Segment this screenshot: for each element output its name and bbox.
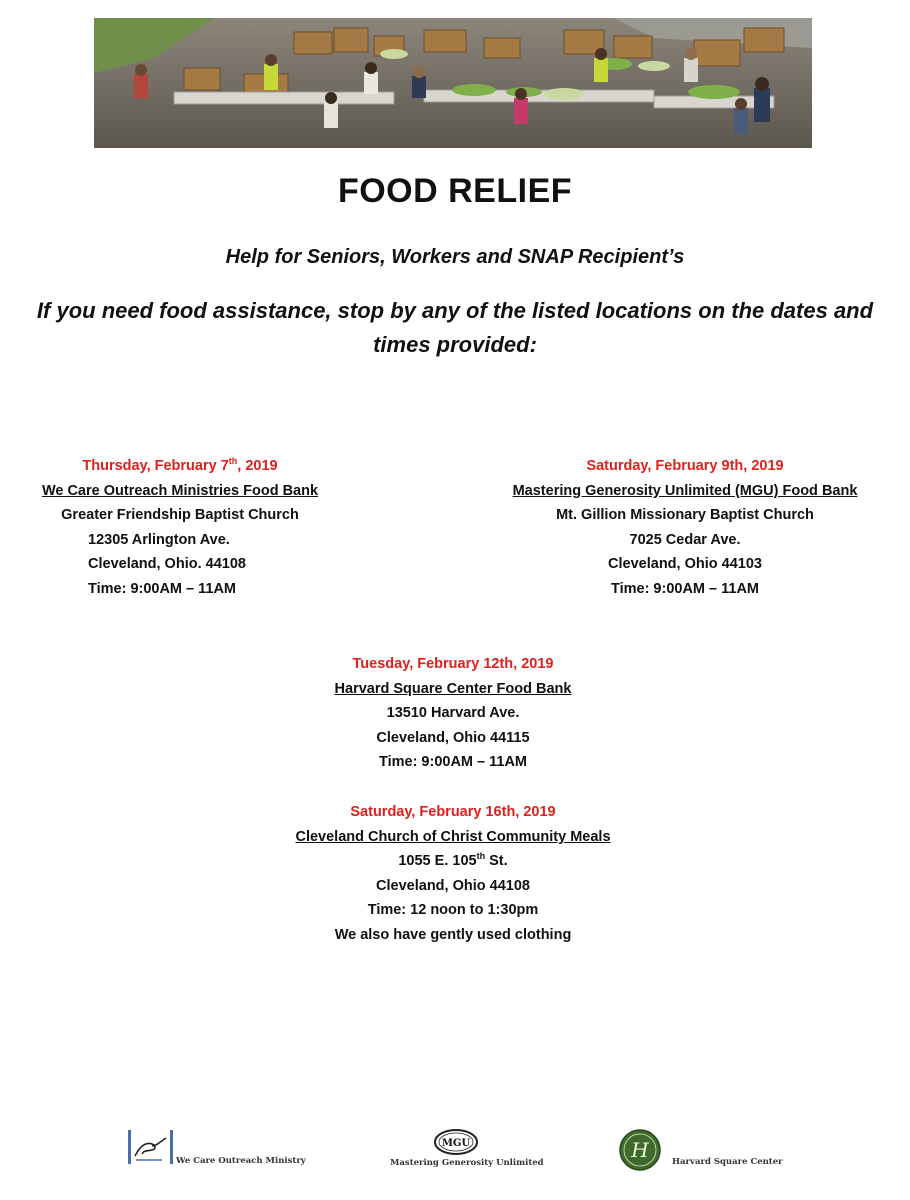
location-address: 13510 Harvard Ave. — [386, 705, 520, 722]
location-time: Time: 9:00AM – 11AM — [610, 580, 759, 597]
location-time: Time: 9:00AM – 11AM — [378, 754, 527, 771]
page-title: FOOD RELIEF — [337, 172, 573, 210]
location-date: Saturday, February 9th, 2019 — [586, 458, 784, 474]
location-name: We Care Outreach Ministries Food Bank — [41, 482, 319, 499]
location-date: Thursday, February 7th, 2019 — [82, 456, 278, 474]
location-note: We also have gently used clothing — [334, 926, 572, 943]
harvard-square-logo — [618, 1128, 662, 1172]
location-block-saturday-16 — [278, 800, 628, 948]
mgu-logo — [433, 1128, 479, 1156]
location-name: Cleveland Church of Christ Community Meals — [295, 828, 611, 845]
location-venue: Greater Friendship Baptist Church — [61, 507, 299, 524]
location-city: Cleveland, Ohio 44103 — [608, 556, 762, 573]
helping-hands-icon — [126, 1128, 176, 1168]
location-venue: Mt. Gillion Missionary Baptist Church — [556, 507, 814, 524]
mgu-badge-text: MGU — [441, 1138, 471, 1149]
location-block-thursday — [30, 454, 330, 602]
mgu-logo-label: Mastering Generosity Unlimited — [390, 1158, 544, 1168]
location-address: 12305 Arlington Ave. — [88, 531, 230, 548]
location-time: Time: 9:00AM – 11AM — [88, 580, 237, 597]
we-care-logo — [126, 1128, 176, 1168]
harvard-h-monogram-icon — [618, 1128, 662, 1172]
location-city: Cleveland, Ohio 44115 — [376, 729, 530, 746]
location-address: 7025 Cedar Ave. — [629, 531, 741, 548]
harvard-monogram-text: H — [631, 1138, 649, 1162]
location-time: Time: 12 noon to 1:30pm — [367, 902, 539, 919]
mgu-badge-icon — [433, 1128, 479, 1156]
location-address: 1055 E. 105th St. — [398, 851, 508, 870]
header-photo — [94, 18, 812, 148]
location-name: Harvard Square Center Food Bank — [334, 680, 572, 697]
location-block-saturday-9 — [490, 454, 880, 602]
location-city: Cleveland, Ohio. 44108 — [88, 556, 246, 573]
page-subtitle: Help for Seniors, Workers and SNAP Recipient’s — [225, 246, 685, 268]
food-bank-scene-image — [94, 18, 812, 148]
sponsor-logos — [0, 1120, 910, 1180]
harvard-logo-label: Harvard Square Center — [672, 1157, 783, 1167]
location-city: Cleveland, Ohio 44108 — [376, 877, 530, 894]
we-care-logo-label: We Care Outreach Ministry — [176, 1156, 306, 1166]
location-name: Mastering Generosity Unlimited (MGU) Food Bank — [512, 482, 858, 499]
intro-text: If you need food assistance, stop by any of the listed locations on the dates and times provided: — [36, 298, 874, 357]
location-date: Tuesday, February 12th, 2019 — [352, 656, 554, 672]
location-block-tuesday — [300, 652, 606, 775]
location-date: Saturday, February 16th, 2019 — [350, 804, 556, 820]
